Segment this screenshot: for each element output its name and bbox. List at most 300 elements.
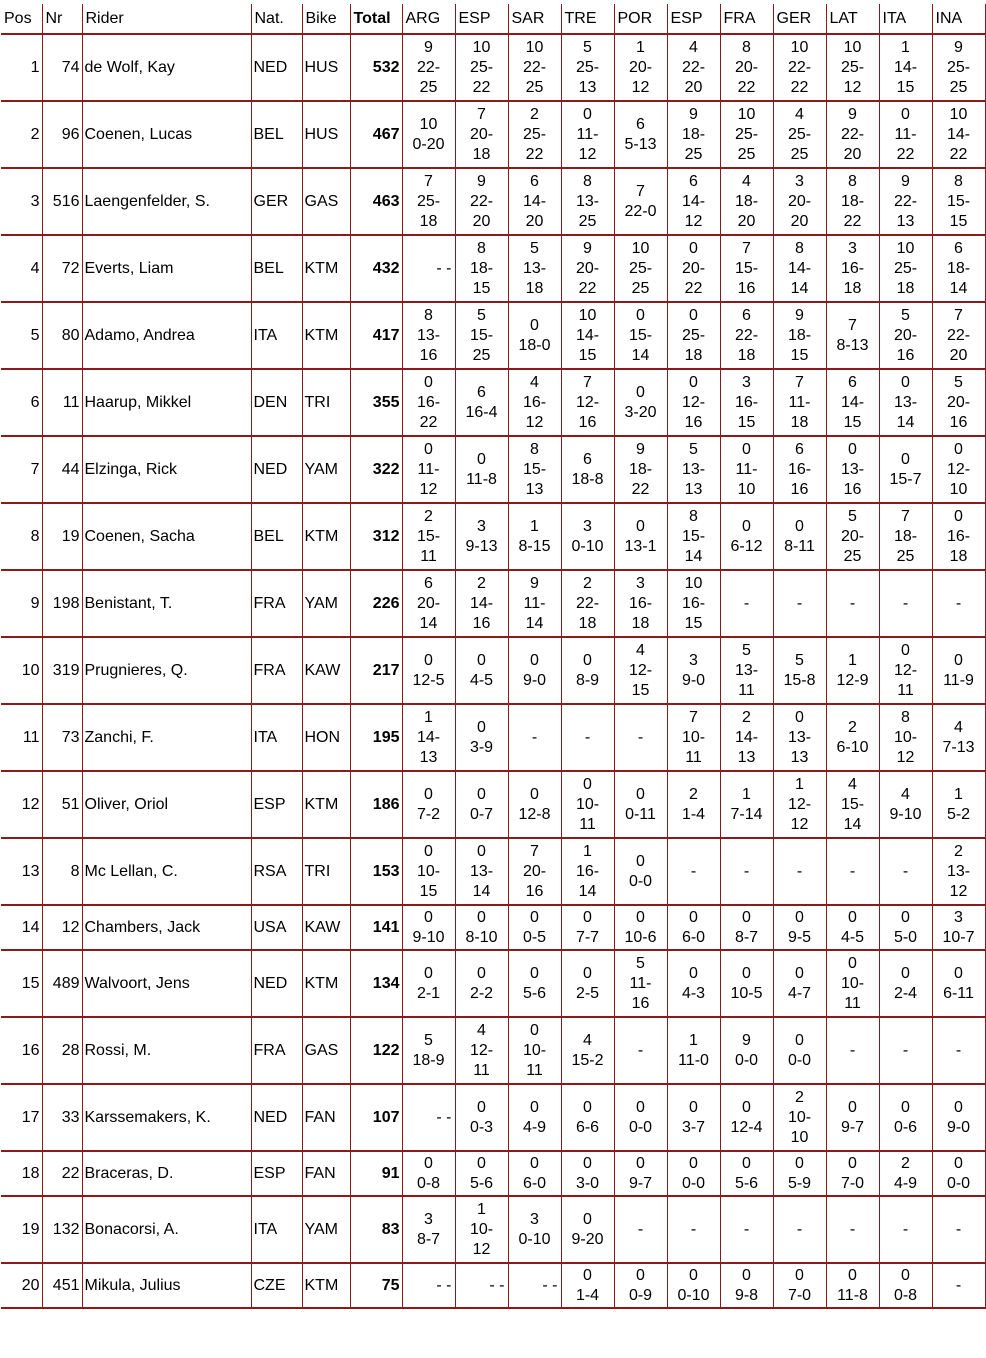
race-result-cell: [667, 838, 720, 905]
pos-cell: 5: [1, 302, 42, 369]
race-result-cell: [508, 1017, 561, 1084]
rider-cell: Prugnieres, Q.: [82, 637, 251, 704]
race-result-text: 0 11- 12: [417, 440, 440, 498]
total-cell: 217: [350, 637, 402, 704]
race-result-cell: [455, 436, 508, 503]
race-result-text: 0 2-5: [575, 964, 600, 1002]
race-result-cell: [879, 503, 932, 570]
race-result-text: 0 11-9: [943, 651, 974, 689]
race-result-cell: [720, 637, 773, 704]
race-result-text: 0 13- 14: [469, 842, 494, 900]
race-result-cell: [561, 168, 614, 235]
race-result-cell: [614, 704, 667, 771]
race-result-text: 0 9-5: [787, 908, 812, 946]
bike-cell: TRI: [302, 369, 350, 436]
race-result-cell: [720, 771, 773, 838]
race-result-text: -: [690, 1220, 697, 1238]
race-result-text: 2 10- 10: [787, 1088, 812, 1146]
bike-cell: KTM: [302, 950, 350, 1017]
nr-cell: 319: [42, 637, 82, 704]
table-row: [1, 503, 985, 570]
race-result-cell: [667, 1263, 720, 1308]
nr-cell: 74: [42, 34, 82, 101]
race-result-cell: [826, 771, 879, 838]
race-result-text: 7 15- 16: [734, 239, 759, 297]
rider-cell: Bonacorsi, A.: [82, 1196, 251, 1263]
race-result-cell: [614, 101, 667, 168]
race-result-cell: [402, 101, 455, 168]
race-result-text: 6 18- 14: [946, 239, 971, 297]
race-result-text: 0 9-10: [412, 908, 445, 946]
race-result-text: 9 11- 14: [523, 574, 546, 632]
race-result-cell: [508, 34, 561, 101]
race-result-text: 10 22- 25: [522, 38, 547, 96]
race-result-text: 0 11- 12: [576, 105, 599, 163]
race-result-cell: [667, 1084, 720, 1151]
race-result-cell: [720, 905, 773, 950]
race-result-text: 0 13- 16: [840, 440, 865, 498]
race-result-cell: [561, 235, 614, 302]
race-result-cell: [561, 838, 614, 905]
race-result-cell: [455, 1084, 508, 1151]
race-result-cell: [561, 704, 614, 771]
race-result-text: 0 11- 22: [894, 105, 917, 163]
race-result-cell: [826, 637, 879, 704]
race-result-text: 0 18-0: [518, 316, 551, 354]
race-result-cell: [402, 1263, 455, 1308]
race-result-cell: [508, 838, 561, 905]
race-result-cell: [402, 1151, 455, 1196]
col-nr-header: Nr: [42, 4, 82, 34]
race-result-text: 0 9-7: [840, 1098, 865, 1136]
race-result-text: 1 12-9: [836, 651, 869, 689]
rider-cell: Karssemakers, K.: [82, 1084, 251, 1151]
race-result-cell: [561, 1084, 614, 1151]
race-result-cell: [455, 838, 508, 905]
race-result-cell: [720, 436, 773, 503]
race-result-cell: [932, 704, 985, 771]
race-result-cell: [720, 101, 773, 168]
nr-cell: 132: [42, 1196, 82, 1263]
race-result-text: 0 10- 15: [416, 842, 441, 900]
race-result-cell: [402, 369, 455, 436]
race-result-text: 0 8-7: [734, 908, 759, 946]
race-result-text: -: [849, 1041, 856, 1059]
race-result-cell: [879, 1084, 932, 1151]
table-body: [1, 34, 985, 1308]
table-row: [1, 436, 985, 503]
race-result-text: 0 9-8: [734, 1266, 759, 1304]
race-result-text: 0 0-8: [893, 1266, 918, 1304]
rider-cell: Benistant, T.: [82, 570, 251, 637]
race-result-cell: [932, 1263, 985, 1308]
race-result-text: 0 10- 11: [575, 775, 600, 833]
race-result-text: 0 4-7: [787, 964, 812, 1002]
race-result-cell: [561, 503, 614, 570]
race-result-text: 0 8-9: [575, 651, 600, 689]
nat-cell: BEL: [251, 503, 302, 570]
race-result-text: 1 16- 14: [575, 842, 600, 900]
race-result-text: 0 7-2: [416, 785, 441, 823]
race-result-cell: [773, 1263, 826, 1308]
race-result-cell: [667, 905, 720, 950]
race-result-text: 2 1-4: [681, 785, 706, 823]
race-result-cell: [667, 369, 720, 436]
race-result-cell: [826, 436, 879, 503]
race-result-cell: [455, 503, 508, 570]
race-result-text: 4 15-2: [571, 1031, 604, 1069]
rider-cell: Coenen, Lucas: [82, 101, 251, 168]
total-cell: 532: [350, 34, 402, 101]
race-result-cell: [720, 168, 773, 235]
race-result-text: 6 5-13: [624, 115, 657, 153]
table-row: [1, 235, 985, 302]
race-result-text: 0 13- 13: [787, 708, 812, 766]
race-result-cell: [508, 771, 561, 838]
race-result-cell: [561, 1151, 614, 1196]
race-result-cell: [455, 704, 508, 771]
race-result-text: -: [955, 594, 962, 612]
bike-cell: YAM: [302, 570, 350, 637]
race-result-cell: [773, 369, 826, 436]
pos-cell: 12: [1, 771, 42, 838]
pos-cell: 1: [1, 34, 42, 101]
bike-cell: TRI: [302, 838, 350, 905]
race-result-text: 7 10- 11: [681, 708, 706, 766]
race-result-cell: [773, 905, 826, 950]
table-row: [1, 1151, 985, 1196]
race-result-cell: [932, 1196, 985, 1263]
race-result-text: 0 0-6: [893, 1098, 918, 1136]
race-result-cell: [773, 436, 826, 503]
race-result-cell: [932, 771, 985, 838]
race-result-cell: [561, 436, 614, 503]
table-row: [1, 570, 985, 637]
race-result-cell: [402, 503, 455, 570]
race-result-cell: [508, 1151, 561, 1196]
race-result-text: 2 13- 12: [946, 842, 971, 900]
race-result-cell: [773, 1084, 826, 1151]
race-result-cell: [614, 1151, 667, 1196]
nr-cell: 11: [42, 369, 82, 436]
race-result-text: 1 7-14: [730, 785, 763, 823]
race-result-cell: [508, 1084, 561, 1151]
race-result-cell: [879, 1151, 932, 1196]
race-result-cell: [561, 1263, 614, 1308]
total-cell: 463: [350, 168, 402, 235]
race-result-cell: [720, 34, 773, 101]
race-result-cell: [826, 1084, 879, 1151]
race-result-cell: [402, 1017, 455, 1084]
col-race-header: TRE: [561, 4, 614, 34]
race-result-cell: [932, 369, 985, 436]
nat-cell: GER: [251, 168, 302, 235]
race-result-cell: [879, 168, 932, 235]
race-result-cell: [720, 369, 773, 436]
race-result-cell: [932, 436, 985, 503]
table-row: [1, 704, 985, 771]
race-result-text: 5 20- 25: [840, 507, 865, 565]
rider-cell: Rossi, M.: [82, 1017, 251, 1084]
race-result-cell: [879, 704, 932, 771]
race-result-text: -: [743, 594, 750, 612]
race-result-text: 0 0-8: [416, 1154, 441, 1192]
race-result-cell: [614, 235, 667, 302]
race-result-cell: [614, 1196, 667, 1263]
race-result-cell: [879, 302, 932, 369]
race-result-text: 2 14- 16: [469, 574, 494, 632]
race-result-text: 0 9-0: [946, 1098, 971, 1136]
race-result-text: 7 11- 18: [788, 373, 811, 431]
race-result-text: 0 3-7: [681, 1098, 706, 1136]
race-result-cell: [826, 235, 879, 302]
race-result-text: 0 4-9: [522, 1098, 547, 1136]
race-result-text: 10 25- 12: [840, 38, 865, 96]
pos-cell: 19: [1, 1196, 42, 1263]
rider-cell: Adamo, Andrea: [82, 302, 251, 369]
nr-cell: 489: [42, 950, 82, 1017]
standings-table: [1, 4, 986, 1309]
race-result-cell: [879, 235, 932, 302]
race-result-cell: [455, 905, 508, 950]
nat-cell: ESP: [251, 1151, 302, 1196]
race-result-cell: [402, 1196, 455, 1263]
race-result-text: 1 10- 12: [469, 1200, 494, 1258]
race-result-cell: [667, 570, 720, 637]
race-result-cell: [826, 1151, 879, 1196]
race-result-text: 0 15-7: [889, 450, 922, 488]
pos-cell: 18: [1, 1151, 42, 1196]
race-result-cell: [826, 1196, 879, 1263]
race-result-text: 0 13-1: [624, 517, 657, 555]
race-result-cell: [720, 950, 773, 1017]
nr-cell: 96: [42, 101, 82, 168]
race-result-text: -: [796, 862, 803, 880]
race-result-cell: [667, 235, 720, 302]
race-result-cell: [932, 905, 985, 950]
bike-cell: FAN: [302, 1151, 350, 1196]
total-cell: 153: [350, 838, 402, 905]
total-cell: 91: [350, 1151, 402, 1196]
race-result-text: 9 18- 25: [681, 105, 706, 163]
race-result-cell: [455, 771, 508, 838]
race-result-text: 0 8-10: [465, 908, 498, 946]
race-result-cell: [508, 950, 561, 1017]
race-result-cell: [455, 637, 508, 704]
table-row: [1, 168, 985, 235]
race-result-cell: [826, 1263, 879, 1308]
race-result-text: 7 18- 25: [893, 507, 918, 565]
race-result-cell: [508, 101, 561, 168]
race-result-text: 0 9-0: [522, 651, 547, 689]
pos-cell: 13: [1, 838, 42, 905]
race-result-cell: [879, 637, 932, 704]
rider-cell: Elzinga, Rick: [82, 436, 251, 503]
rider-cell: de Wolf, Kay: [82, 34, 251, 101]
pos-cell: 14: [1, 905, 42, 950]
bike-cell: HON: [302, 704, 350, 771]
race-result-text: -: [955, 1041, 962, 1059]
bike-cell: GAS: [302, 168, 350, 235]
nr-cell: 28: [42, 1017, 82, 1084]
total-cell: 83: [350, 1196, 402, 1263]
race-result-text: 0 0-0: [628, 852, 653, 890]
race-result-text: 0 2-4: [893, 964, 918, 1002]
race-result-text: 0 3-20: [624, 383, 657, 421]
race-result-text: 6 14- 15: [840, 373, 865, 431]
race-result-text: 9 18- 22: [628, 440, 653, 498]
race-result-cell: [455, 168, 508, 235]
nr-cell: 73: [42, 704, 82, 771]
race-result-cell: [932, 950, 985, 1017]
race-result-cell: [402, 704, 455, 771]
race-result-text: 6 18-8: [571, 450, 604, 488]
race-result-cell: [879, 905, 932, 950]
bike-cell: KAW: [302, 905, 350, 950]
race-result-text: 0 12-4: [730, 1098, 763, 1136]
nat-cell: NED: [251, 1084, 302, 1151]
col-race-header: FRA: [720, 4, 773, 34]
race-result-cell: [561, 369, 614, 436]
table-row: [1, 302, 985, 369]
race-result-cell: [773, 637, 826, 704]
race-result-text: -: [584, 728, 591, 746]
nr-cell: 72: [42, 235, 82, 302]
race-result-text: 7 8-13: [836, 316, 869, 354]
race-result-text: 0 9-7: [628, 1154, 653, 1192]
race-result-cell: [455, 235, 508, 302]
total-cell: 322: [350, 436, 402, 503]
race-result-text: 0 0-0: [681, 1154, 706, 1192]
race-result-cell: [720, 1151, 773, 1196]
race-result-cell: [773, 101, 826, 168]
race-result-cell: [614, 771, 667, 838]
race-result-cell: [826, 503, 879, 570]
race-result-cell: [508, 704, 561, 771]
race-result-text: 2 15- 11: [416, 507, 441, 565]
nat-cell: FRA: [251, 1017, 302, 1084]
race-result-cell: [614, 302, 667, 369]
bike-cell: KTM: [302, 235, 350, 302]
col-bike-header: Bike: [302, 4, 350, 34]
race-result-text: 8 18- 22: [840, 172, 865, 230]
race-result-text: 6 14- 20: [522, 172, 547, 230]
race-result-cell: [720, 704, 773, 771]
race-result-cell: [932, 637, 985, 704]
race-result-text: 8 14- 14: [787, 239, 812, 297]
race-result-cell: [561, 302, 614, 369]
bike-cell: KAW: [302, 637, 350, 704]
race-result-cell: [614, 436, 667, 503]
race-result-cell: [773, 704, 826, 771]
race-result-text: -: [743, 1220, 750, 1238]
bike-cell: KTM: [302, 503, 350, 570]
race-result-cell: [508, 503, 561, 570]
race-result-text: 0 12- 16: [681, 373, 706, 431]
pos-cell: 2: [1, 101, 42, 168]
race-result-text: -: [902, 1220, 909, 1238]
race-result-text: 4 7-13: [942, 718, 975, 756]
race-result-cell: [932, 1017, 985, 1084]
race-result-text: 0 12- 11: [893, 641, 918, 699]
col-nat-header: Nat.: [251, 4, 302, 34]
race-result-cell: [720, 302, 773, 369]
nat-cell: ESP: [251, 771, 302, 838]
nr-cell: 44: [42, 436, 82, 503]
nr-cell: 19: [42, 503, 82, 570]
race-result-text: 3 9-0: [681, 651, 706, 689]
race-result-cell: [508, 570, 561, 637]
race-result-text: 7 22- 20: [946, 306, 971, 364]
table-row: [1, 101, 985, 168]
race-result-text: 9 18- 15: [787, 306, 812, 364]
rider-cell: Walvoort, Jens: [82, 950, 251, 1017]
race-result-cell: [773, 838, 826, 905]
race-result-cell: [667, 1017, 720, 1084]
race-result-cell: [932, 101, 985, 168]
race-result-text: 8 13- 16: [416, 306, 441, 364]
race-result-text: 9 0-0: [734, 1031, 759, 1069]
race-result-text: 0 0-3: [469, 1098, 494, 1136]
nr-cell: 33: [42, 1084, 82, 1151]
race-result-text: 0 3-0: [575, 1154, 600, 1192]
race-result-text: 8 15- 13: [522, 440, 547, 498]
race-result-text: 4 9-10: [889, 785, 922, 823]
race-result-text: 4 18- 20: [734, 172, 759, 230]
race-result-text: 2 6-10: [836, 718, 869, 756]
race-result-text: 7 22-0: [624, 182, 657, 220]
race-result-cell: [932, 235, 985, 302]
race-result-cell: [879, 436, 932, 503]
nat-cell: FRA: [251, 570, 302, 637]
race-result-cell: [667, 34, 720, 101]
race-result-text: 5 15-8: [783, 651, 816, 689]
race-result-cell: [508, 637, 561, 704]
race-result-cell: [614, 168, 667, 235]
race-result-cell: [826, 1017, 879, 1084]
race-result-text: 3 16- 18: [628, 574, 653, 632]
race-result-cell: [508, 1263, 561, 1308]
race-result-text: 10 22- 22: [787, 38, 812, 96]
race-result-cell: [720, 235, 773, 302]
pos-cell: 3: [1, 168, 42, 235]
race-result-text: -: [531, 728, 538, 746]
race-result-cell: [508, 369, 561, 436]
race-result-text: 0 0-7: [469, 785, 494, 823]
race-result-text: 0 0-5: [522, 908, 547, 946]
race-result-cell: [561, 570, 614, 637]
race-result-cell: [402, 838, 455, 905]
race-result-text: -: [955, 1276, 962, 1294]
race-result-text: 10 25- 25: [628, 239, 653, 297]
total-cell: 355: [350, 369, 402, 436]
race-result-text: 9 22- 13: [893, 172, 918, 230]
race-result-text: 1 14- 13: [416, 708, 441, 766]
col-race-header: SAR: [508, 4, 561, 34]
race-result-cell: [455, 369, 508, 436]
race-result-cell: [402, 637, 455, 704]
col-race-header: GER: [773, 4, 826, 34]
race-result-text: 1 5-2: [946, 785, 971, 823]
race-result-text: 3 8-7: [416, 1210, 441, 1248]
race-result-text: 1 20- 12: [628, 38, 653, 96]
race-result-text: 6 16- 16: [787, 440, 812, 498]
table-row: [1, 1084, 985, 1151]
rider-cell: Zanchi, F.: [82, 704, 251, 771]
table-header: [1, 4, 985, 34]
race-result-text: 5 11- 16: [629, 954, 652, 1012]
race-result-cell: [932, 1084, 985, 1151]
